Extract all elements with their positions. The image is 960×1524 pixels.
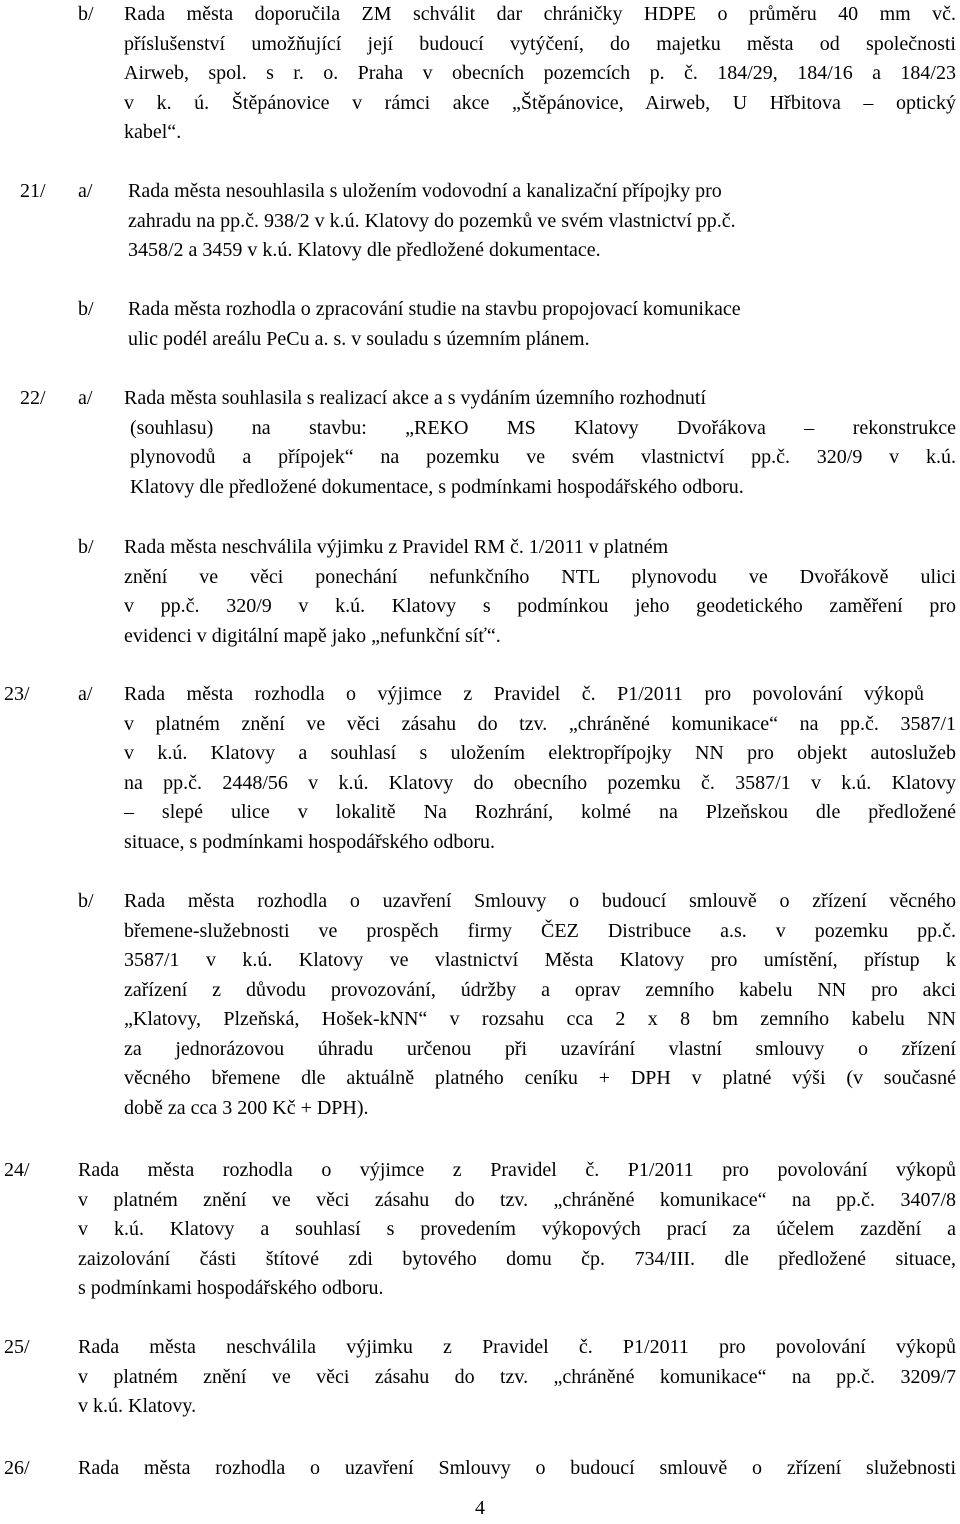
item-text — [78, 1333, 956, 1422]
text-line: břemene-služebnosti ve prospěch firmy ČEZ Distribuce a.s. v pozemku pp.č. — [124, 919, 956, 942]
text-line: zařízení z důvodu provozování, údržby a oprav zemního kabelu NN pro akci — [124, 978, 956, 1001]
text-line: Rada města rozhodla o uzavření Smlouvy o budoucí smlouvě o zřízení věcného — [124, 890, 956, 912]
item-text — [78, 1454, 956, 1484]
text-line: „Klatovy, Plzeňská, Hošek-kNN“ v rozsahu cca 2 x 8 bm zemního kabelu NN — [124, 1008, 956, 1030]
text-line: Rada města neschválila výjimku z Pravidel RM č. 1/2011 v platném — [124, 536, 669, 558]
text-line: Rada města rozhodla o zpracování studie na stavbu propojovací komunikace — [128, 298, 741, 320]
text-line: Rada města nesouhlasila s uložením vodovodní a kanalizační přípojky pro — [128, 180, 722, 202]
text-line: v k.ú. Klatovy. — [78, 1395, 197, 1417]
item-text — [128, 295, 948, 354]
item-number: 26/ — [4, 1457, 30, 1479]
item-letter: a/ — [78, 387, 93, 409]
text-line: době za cca 3 200 Kč + DPH). — [124, 1096, 369, 1119]
text-line: v platném znění ve věci zásahu do tzv. „chráněné komunikace“ na pp.č. 3587/1 — [124, 712, 956, 735]
text-line: za jednorázovou úhradu určenou při uzavírání vlastní smlouvy o zřízení — [124, 1037, 956, 1060]
text-line: 3458/2 a 3459 v k.ú. Klatovy dle předložené dokumentace. — [128, 239, 601, 261]
text-line: Rada města neschválila výjimku z Pravidel č. P1/2011 pro povolování výkopů — [78, 1336, 956, 1358]
text-line: situace, s podmínkami hospodářského odboru. — [124, 830, 496, 853]
text-line: Rada města rozhodla o výjimce z Pravidel č. P1/2011 pro povolování výkopů — [78, 1159, 956, 1181]
text-line: ulic podél areálu PeCu a. s. v souladu s územním plánem. — [128, 327, 590, 350]
text-line: na pp.č. 2448/56 v k.ú. Klatovy do obecního pozemku č. 3587/1 v k.ú. Klatovy — [124, 771, 956, 794]
page-number: 4 — [475, 1497, 485, 1519]
item-number: 21/ — [20, 180, 46, 202]
item-letter: b/ — [78, 536, 94, 558]
item-number: 25/ — [4, 1336, 30, 1358]
text-line: 3587/1 v k.ú. Klatovy ve vlastnictví Města Klatovy pro umístění, přístup k — [124, 949, 956, 971]
text-line: zaizolování části štítové zdi bytového domu čp. 734/III. dle předložené situace, — [78, 1247, 956, 1270]
text-line: v k.ú. Klatovy a souhlasí s uložením elektropřípojky NN pro objekt autoslužeb — [124, 742, 956, 764]
item-number: 22/ — [20, 387, 46, 409]
item-text — [124, 533, 956, 651]
text-line: příslušenství umožňující její budoucí vytýčení, do majetku města od společnosti — [124, 32, 956, 55]
text-line: Klatovy dle předložené dokumentace, s podmínkami hospodářského odboru. — [130, 475, 744, 498]
text-line: v platném znění ve věci zásahu do tzv. „chráněné komunikace“ na pp.č. 3407/8 — [78, 1188, 956, 1211]
text-line: Rada města rozhodla o výjimce z Pravidel č. P1/2011 pro povolování výkopů — [124, 683, 924, 705]
text-line: znění ve věci ponechání nefunkčního NTL plynovodu ve Dvořákově ulici — [124, 565, 956, 588]
item-text — [124, 887, 956, 1123]
text-line: Rada města souhlasila s realizací akce a s vydáním územního rozhodnutí — [124, 387, 707, 409]
item-text — [124, 680, 956, 857]
text-line: Airweb, spol. s r. o. Praha v obecních pozemcích p. č. 184/29, 184/16 a 184/23 — [124, 62, 956, 84]
text-line: zahradu na pp.č. 938/2 v k.ú. Klatovy do pozemků ve svém vlastnictví pp.č. — [128, 209, 736, 232]
item-text — [124, 384, 956, 502]
item-letter: a/ — [78, 180, 93, 202]
item-letter: a/ — [78, 683, 93, 705]
text-line: s podmínkami hospodářského odboru. — [78, 1277, 384, 1299]
text-line: – slepé ulice v lokalitě Na Rozhrání, kolmé na Plzeňskou dle předložené — [124, 801, 956, 823]
text-line: Rada města rozhodla o uzavření Smlouvy o budoucí smlouvě o zřízení služebnosti — [78, 1457, 956, 1479]
item-letter: b/ — [78, 298, 94, 320]
item-letter: b/ — [78, 890, 94, 912]
text-line: věcného břemene dle aktuálně platného ceníku + DPH v platné výši (v současné — [124, 1067, 956, 1089]
item-number: 24/ — [4, 1159, 30, 1181]
text-line: plynovodů a přípojek“ na pozemku ve svém vlastnictví pp.č. 320/9 v k.ú. — [130, 446, 956, 468]
text-line: kabel“. — [124, 121, 182, 143]
item-number: 23/ — [4, 683, 30, 705]
item-letter: b/ — [78, 3, 94, 25]
item-text — [78, 1156, 956, 1304]
text-line: v k.ú. Klatovy a souhlasí s provedením výkopových prací za účelem zazdění a — [78, 1218, 956, 1240]
text-line: evidenci v digitální mapě jako „nefunkční síť“. — [124, 624, 501, 647]
text-line: Rada města doporučila ZM schválit dar chráničky HDPE o průměru 40 mm vč. — [124, 3, 956, 25]
item-text — [124, 0, 956, 148]
text-line: (souhlasu) na stavbu: „REKO MS Klatovy Dvořákova – rekonstrukce — [130, 416, 956, 439]
text-line: v k. ú. Štěpánovice v rámci akce „Štěpánovice, Airweb, U Hřbitova – optický — [124, 91, 956, 114]
item-text — [128, 177, 948, 266]
text-line: v platném znění ve věci zásahu do tzv. „chráněné komunikace“ na pp.č. 3209/7 — [78, 1365, 956, 1388]
text-line: v pp.č. 320/9 v k.ú. Klatovy s podmínkou jeho geodetického zaměření pro — [124, 595, 956, 617]
